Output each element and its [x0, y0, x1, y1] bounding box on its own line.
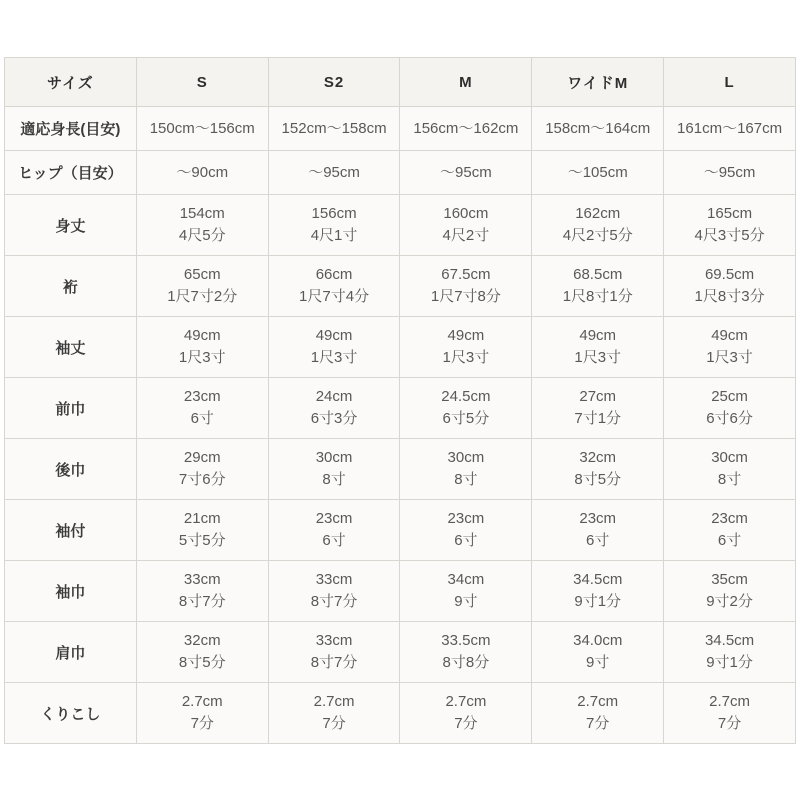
table-row	[5, 378, 796, 439]
value-cell: 35cm 9寸2分	[664, 561, 796, 622]
table-row	[5, 151, 796, 195]
value-cell: 21cm 5寸5分	[136, 500, 268, 561]
row-label: ヒップ（目安）	[5, 151, 137, 195]
value-cell: 49cm 1尺3寸	[532, 317, 664, 378]
value-cell: 24cm 6寸3分	[268, 378, 400, 439]
size-table-body	[5, 107, 796, 744]
column-header-size: サイズ	[5, 58, 137, 107]
column-header-l: L	[664, 58, 796, 107]
value-cell: 30cm 8寸	[268, 439, 400, 500]
value-cell: 23cm 6寸	[136, 378, 268, 439]
value-cell: 160cm 4尺2寸	[400, 195, 532, 256]
value-cell: 25cm 6寸6分	[664, 378, 796, 439]
value-cell: 156cm 4尺1寸	[268, 195, 400, 256]
table-header	[5, 58, 796, 107]
row-label: 袖付	[5, 500, 137, 561]
column-header-s2: S2	[268, 58, 400, 107]
value-cell: 65cm 1尺7寸2分	[136, 256, 268, 317]
value-cell: 32cm 8寸5分	[136, 622, 268, 683]
value-cell: 30cm 8寸	[400, 439, 532, 500]
row-label: 後巾	[5, 439, 137, 500]
table-row	[5, 561, 796, 622]
value-cell: 156cm～162cm	[400, 107, 532, 151]
value-cell: 162cm 4尺2寸5分	[532, 195, 664, 256]
value-cell: 68.5cm 1尺8寸1分	[532, 256, 664, 317]
value-cell: ～95cm	[664, 151, 796, 195]
value-cell: 67.5cm 1尺7寸8分	[400, 256, 532, 317]
value-cell: 33cm 8寸7分	[136, 561, 268, 622]
value-cell: 158cm～164cm	[532, 107, 664, 151]
value-cell: 34.5cm 9寸1分	[532, 561, 664, 622]
value-cell: 32cm 8寸5分	[532, 439, 664, 500]
value-cell: 23cm 6寸	[268, 500, 400, 561]
value-cell: 152cm～158cm	[268, 107, 400, 151]
value-cell: 165cm 4尺3寸5分	[664, 195, 796, 256]
value-cell: ～95cm	[268, 151, 400, 195]
value-cell: 150cm～156cm	[136, 107, 268, 151]
table-row	[5, 439, 796, 500]
value-cell: 23cm 6寸	[664, 500, 796, 561]
value-cell: 33cm 8寸7分	[268, 622, 400, 683]
value-cell: 23cm 6寸	[532, 500, 664, 561]
table-row	[5, 622, 796, 683]
table-row	[5, 195, 796, 256]
value-cell: 34.5cm 9寸1分	[664, 622, 796, 683]
value-cell: 34cm 9寸	[400, 561, 532, 622]
row-label: 袖巾	[5, 561, 137, 622]
row-label: 前巾	[5, 378, 137, 439]
table-row	[5, 317, 796, 378]
table-row	[5, 683, 796, 744]
value-cell: 33.5cm 8寸8分	[400, 622, 532, 683]
value-cell: ～95cm	[400, 151, 532, 195]
value-cell: ～105cm	[532, 151, 664, 195]
value-cell: 2.7cm 7分	[400, 683, 532, 744]
value-cell: 30cm 8寸	[664, 439, 796, 500]
value-cell: 161cm～167cm	[664, 107, 796, 151]
value-cell: 23cm 6寸	[400, 500, 532, 561]
column-header-wide-m: ワイドM	[532, 58, 664, 107]
value-cell: 154cm 4尺5分	[136, 195, 268, 256]
table-row	[5, 256, 796, 317]
row-label: 身丈	[5, 195, 137, 256]
kimono-size-table	[4, 57, 796, 744]
value-cell: 49cm 1尺3寸	[136, 317, 268, 378]
value-cell: 33cm 8寸7分	[268, 561, 400, 622]
table-row	[5, 500, 796, 561]
table-row	[5, 107, 796, 151]
value-cell: 49cm 1尺3寸	[268, 317, 400, 378]
value-cell: 34.0cm 9寸	[532, 622, 664, 683]
row-label: 袖丈	[5, 317, 137, 378]
header-row	[5, 58, 796, 107]
row-label: 肩巾	[5, 622, 137, 683]
value-cell: 66cm 1尺7寸4分	[268, 256, 400, 317]
value-cell: 2.7cm 7分	[136, 683, 268, 744]
value-cell: 2.7cm 7分	[268, 683, 400, 744]
value-cell: ～90cm	[136, 151, 268, 195]
value-cell: 2.7cm 7分	[664, 683, 796, 744]
value-cell: 69.5cm 1尺8寸3分	[664, 256, 796, 317]
value-cell: 49cm 1尺3寸	[400, 317, 532, 378]
value-cell: 2.7cm 7分	[532, 683, 664, 744]
column-header-s: S	[136, 58, 268, 107]
row-label: 適応身長(目安)	[5, 107, 137, 151]
value-cell: 27cm 7寸1分	[532, 378, 664, 439]
value-cell: 49cm 1尺3寸	[664, 317, 796, 378]
value-cell: 24.5cm 6寸5分	[400, 378, 532, 439]
column-header-m: M	[400, 58, 532, 107]
row-label: くりこし	[5, 683, 137, 744]
value-cell: 29cm 7寸6分	[136, 439, 268, 500]
row-label: 裄	[5, 256, 137, 317]
